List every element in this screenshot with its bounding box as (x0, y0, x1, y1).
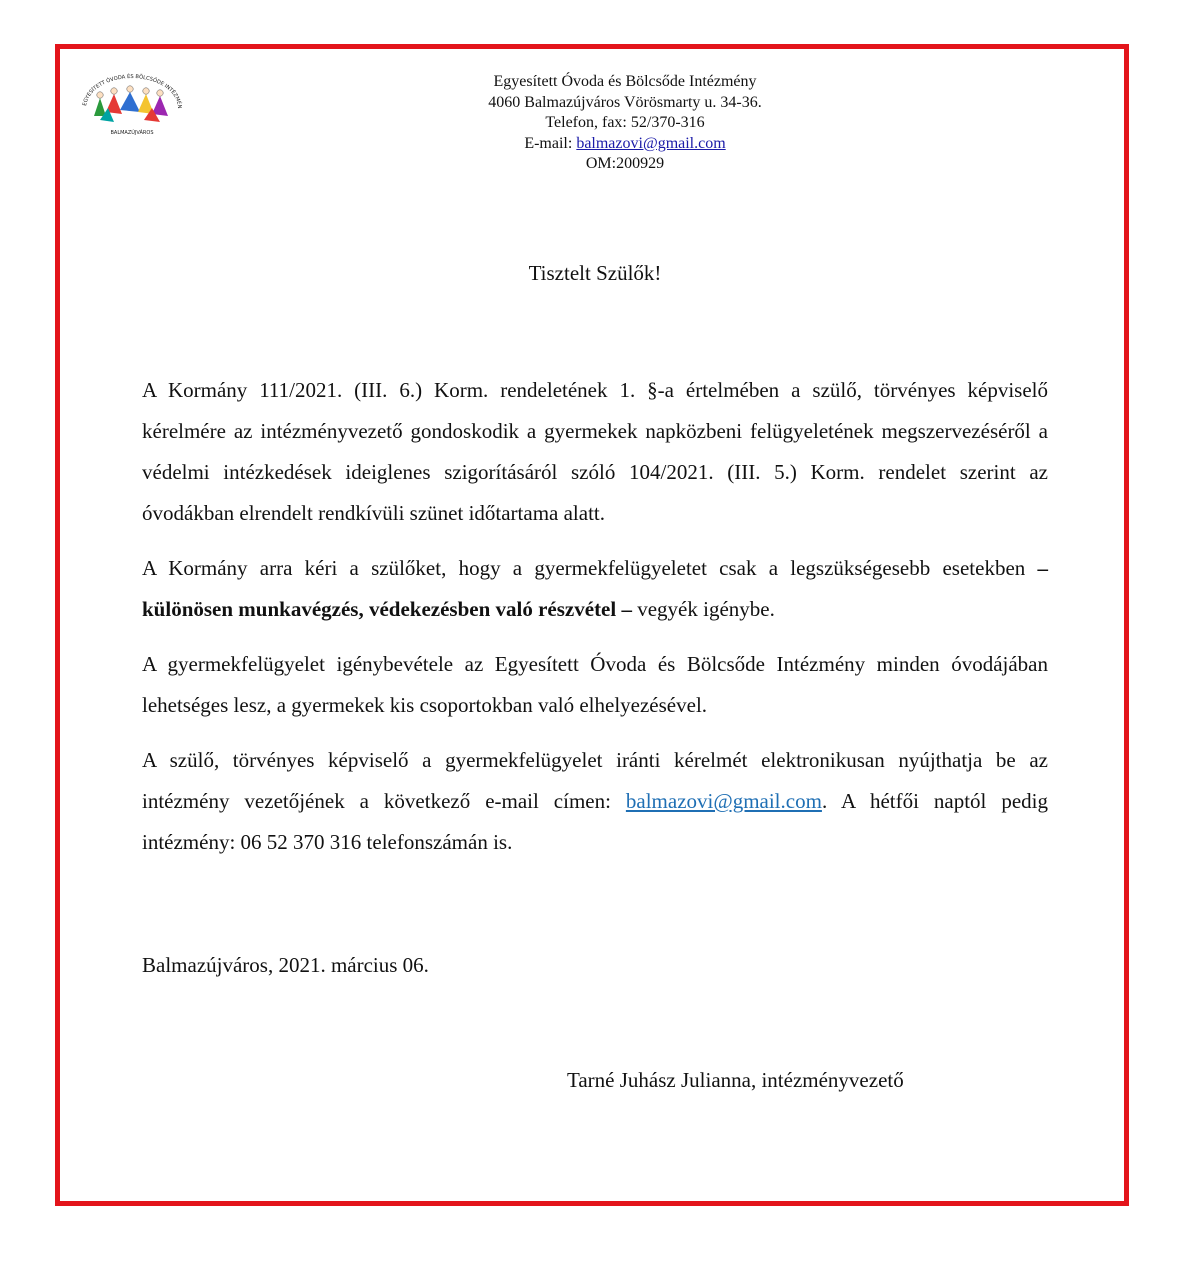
header-email-link[interactable]: balmazovi@gmail.com (576, 134, 726, 152)
logo-arc-text: EGYESÍTETT ÓVODA ÉS BÖLCSŐDE INTÉZMÉN (82, 73, 183, 109)
institution-email-line (400, 134, 850, 155)
paragraph-2-end: vegyék igénybe. (631, 597, 775, 621)
institution-om: OM:200929 (585, 155, 665, 173)
logo-graphic (78, 72, 186, 138)
paragraph-4 (142, 740, 1048, 863)
institution-phone: Telefon, fax: 52/370-316 (545, 114, 705, 132)
place-date: Balmazújváros, 2021. március 06. (142, 953, 429, 977)
paragraph-3: A gyermekfelügyelet igénybevétele az Egyesített Óvoda és Bölcsőde Intézmény minden óvodájában lehetséges lesz, a gyermekek kis csoportokban való elhelyezésével. (142, 652, 1048, 717)
paragraph-2 (142, 548, 1048, 630)
institution-address: 4060 Balmazújváros Vörösmarty u. 34-36. (488, 93, 762, 111)
email-prefix: E-mail: (524, 134, 577, 152)
logo-bottom-text: BALMAZÚJVÁROS (110, 130, 154, 136)
paragraph-1: A Kormány 111/2021. (III. 6.) Korm. rendeletének 1. §-a értelmében a szülő, törvényes képviselő kérelmére az intézményvezető gondoskodik a gyermekek napközbeni felügyeletének megszervezéséről a védelmi intézkedések ideiglenes szigorításáról szóló 104/2021. (III. 5.) Korm. rendelet szerint az óvodákban elrendelt rendkívüli szünet időtartama alatt. (142, 378, 1048, 525)
paragraph-4-end: . A hétfői naptól pedig intézmény: 06 52 370 316 telefonszámán is. (142, 789, 1048, 854)
letter-body (142, 370, 1048, 877)
paragraph-4-start: A szülő, törvényes képviselő a gyermekfelügyelet iránti kérelmét elektronikusan nyújthatja be az intézmény vezetőjének a következő e-mail címen: (142, 748, 1048, 813)
salutation: Tisztelt Szülők! (528, 261, 662, 285)
signature: Tarné Juhász Julianna, intézményvezető (567, 1068, 904, 1092)
body-email-link[interactable]: balmazovi@gmail.com (625, 789, 822, 813)
institution-logo (78, 72, 186, 138)
paragraph-2-bold: – különösen munkavégzés, védekezésben való részvétel – (142, 556, 1048, 621)
letterhead (400, 72, 850, 175)
institution-name: Egyesített Óvoda és Bölcsőde Intézmény (493, 73, 757, 90)
paragraph-2-start: A Kormány arra kéri a szülőket, hogy a gyermekfelügyeletet csak a legszükségesebb esetekben (142, 556, 1038, 580)
